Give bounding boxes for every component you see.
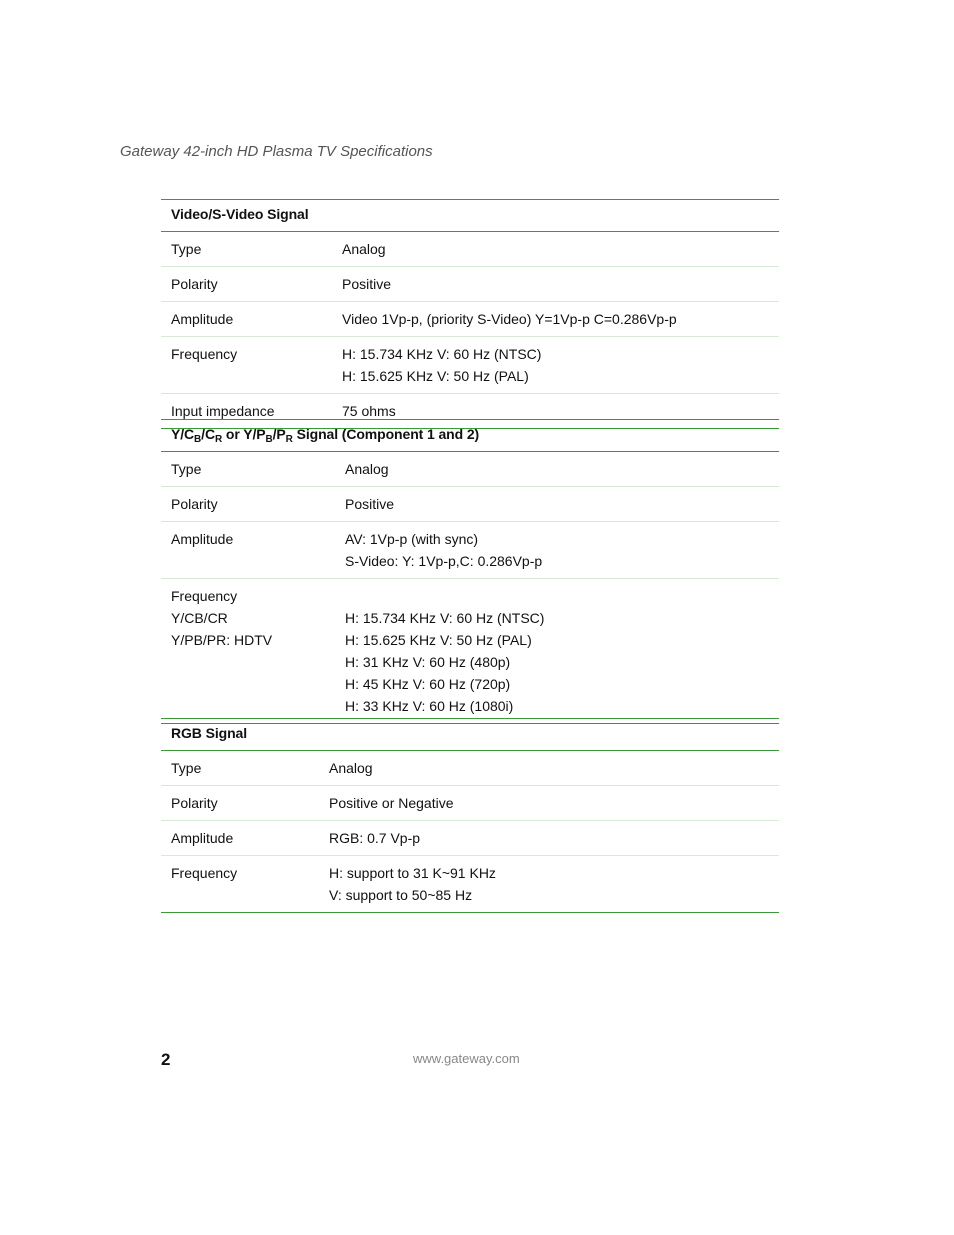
label-line: Type bbox=[171, 461, 202, 477]
row-value bbox=[345, 585, 779, 717]
footer-url: www.gateway.com bbox=[413, 1051, 520, 1066]
row-value bbox=[342, 273, 779, 295]
value-line: H: 45 KHz V: 60 Hz (720p) bbox=[345, 676, 511, 692]
table-row bbox=[161, 232, 779, 267]
value-line: H: 15.734 KHz V: 60 Hz (NTSC) bbox=[342, 346, 542, 362]
title-part: or Y/P bbox=[222, 426, 266, 442]
title-part: /P bbox=[272, 426, 286, 442]
value-line: H: 33 KHz V: 60 Hz (1080i) bbox=[345, 698, 514, 714]
table-title: Video/S-Video Signal bbox=[161, 199, 779, 232]
value-line: H: 15.625 KHz V: 50 Hz (PAL) bbox=[342, 368, 529, 384]
row-value bbox=[345, 528, 779, 572]
row-label bbox=[171, 493, 345, 515]
value-line: Positive or Negative bbox=[329, 795, 454, 811]
table-row bbox=[161, 579, 779, 724]
label-line: Type bbox=[171, 241, 202, 257]
row-label bbox=[171, 273, 342, 295]
row-label bbox=[171, 585, 345, 717]
value-line: H: 31 KHz V: 60 Hz (480p) bbox=[345, 654, 511, 670]
row-value bbox=[342, 238, 779, 260]
table-title bbox=[161, 419, 779, 452]
value-line: S-Video: Y: 1Vp-p,C: 0.286Vp-p bbox=[345, 553, 543, 569]
row-label bbox=[171, 343, 342, 387]
value-line: 75 ohms bbox=[342, 403, 396, 419]
label-line: Frequency bbox=[171, 346, 238, 362]
label-line: Frequency bbox=[171, 588, 238, 604]
row-label bbox=[171, 862, 329, 906]
page-number: 2 bbox=[161, 1050, 171, 1069]
label-line: Amplitude bbox=[171, 311, 234, 327]
label-line: Polarity bbox=[171, 276, 218, 292]
title-part: /C bbox=[201, 426, 215, 442]
table-row bbox=[161, 452, 779, 487]
value-line: V: support to 50~85 Hz bbox=[329, 887, 473, 903]
table-title: RGB Signal bbox=[161, 718, 779, 751]
value-line: Video 1Vp-p, (priority S-Video) Y=1Vp-p C=0.286Vp-p bbox=[342, 311, 677, 327]
title-subscript: R bbox=[285, 434, 293, 445]
table-rows bbox=[161, 452, 779, 724]
value-line: Analog bbox=[329, 760, 373, 776]
value-line: Positive bbox=[345, 496, 395, 512]
value-line: AV: 1Vp-p (with sync) bbox=[345, 531, 479, 547]
row-value bbox=[329, 862, 779, 906]
label-line: Y/PB/PR: HDTV bbox=[171, 632, 273, 648]
label-line: Amplitude bbox=[171, 830, 234, 846]
row-label bbox=[171, 458, 345, 480]
label-line: Y/CB/CR bbox=[171, 610, 228, 626]
table-row bbox=[161, 856, 779, 913]
spec-table-video bbox=[161, 199, 779, 429]
table-rows bbox=[161, 232, 779, 429]
value-line bbox=[345, 585, 779, 607]
value-line: H: 15.625 KHz V: 50 Hz (PAL) bbox=[345, 632, 532, 648]
title-subscript: B bbox=[194, 434, 202, 445]
table-row bbox=[161, 267, 779, 302]
table-row bbox=[161, 302, 779, 337]
value-line: Positive bbox=[342, 276, 392, 292]
row-value bbox=[342, 308, 779, 330]
label-line: Polarity bbox=[171, 795, 218, 811]
row-label bbox=[171, 757, 329, 779]
value-line: Analog bbox=[345, 461, 389, 477]
value-line: RGB: 0.7 Vp-p bbox=[329, 830, 421, 846]
row-value bbox=[329, 757, 779, 779]
table-row bbox=[161, 487, 779, 522]
title-part: Y/C bbox=[171, 426, 195, 442]
table-row bbox=[161, 786, 779, 821]
table-row bbox=[161, 751, 779, 786]
label-line: Polarity bbox=[171, 496, 218, 512]
spec-table-rgb bbox=[161, 718, 779, 913]
label-line: Type bbox=[171, 760, 202, 776]
running-header: Gateway 42-inch HD Plasma TV Specifications bbox=[120, 143, 433, 160]
title-subscript: B bbox=[265, 434, 273, 445]
label-line: Input impedance bbox=[171, 403, 275, 419]
row-label bbox=[171, 792, 329, 814]
table-row bbox=[161, 821, 779, 856]
row-value bbox=[342, 343, 779, 387]
row-value bbox=[329, 792, 779, 814]
table-rows bbox=[161, 751, 779, 913]
spec-table-component bbox=[161, 419, 779, 724]
value-line: H: support to 31 K~91 KHz bbox=[329, 865, 496, 881]
row-value bbox=[345, 493, 779, 515]
label-line: Amplitude bbox=[171, 531, 234, 547]
title-subscript: R bbox=[214, 434, 223, 445]
label-line: Frequency bbox=[171, 865, 238, 881]
value-line: H: 15.734 KHz V: 60 Hz (NTSC) bbox=[345, 610, 545, 626]
row-label bbox=[171, 827, 329, 849]
row-value bbox=[329, 827, 779, 849]
table-row bbox=[161, 522, 779, 579]
row-label bbox=[171, 238, 342, 260]
value-line: Analog bbox=[342, 241, 386, 257]
row-label bbox=[171, 308, 342, 330]
row-label bbox=[171, 528, 345, 572]
table-row bbox=[161, 337, 779, 394]
title-part: Signal (Component 1 and 2) bbox=[292, 426, 480, 442]
row-value bbox=[345, 458, 779, 480]
